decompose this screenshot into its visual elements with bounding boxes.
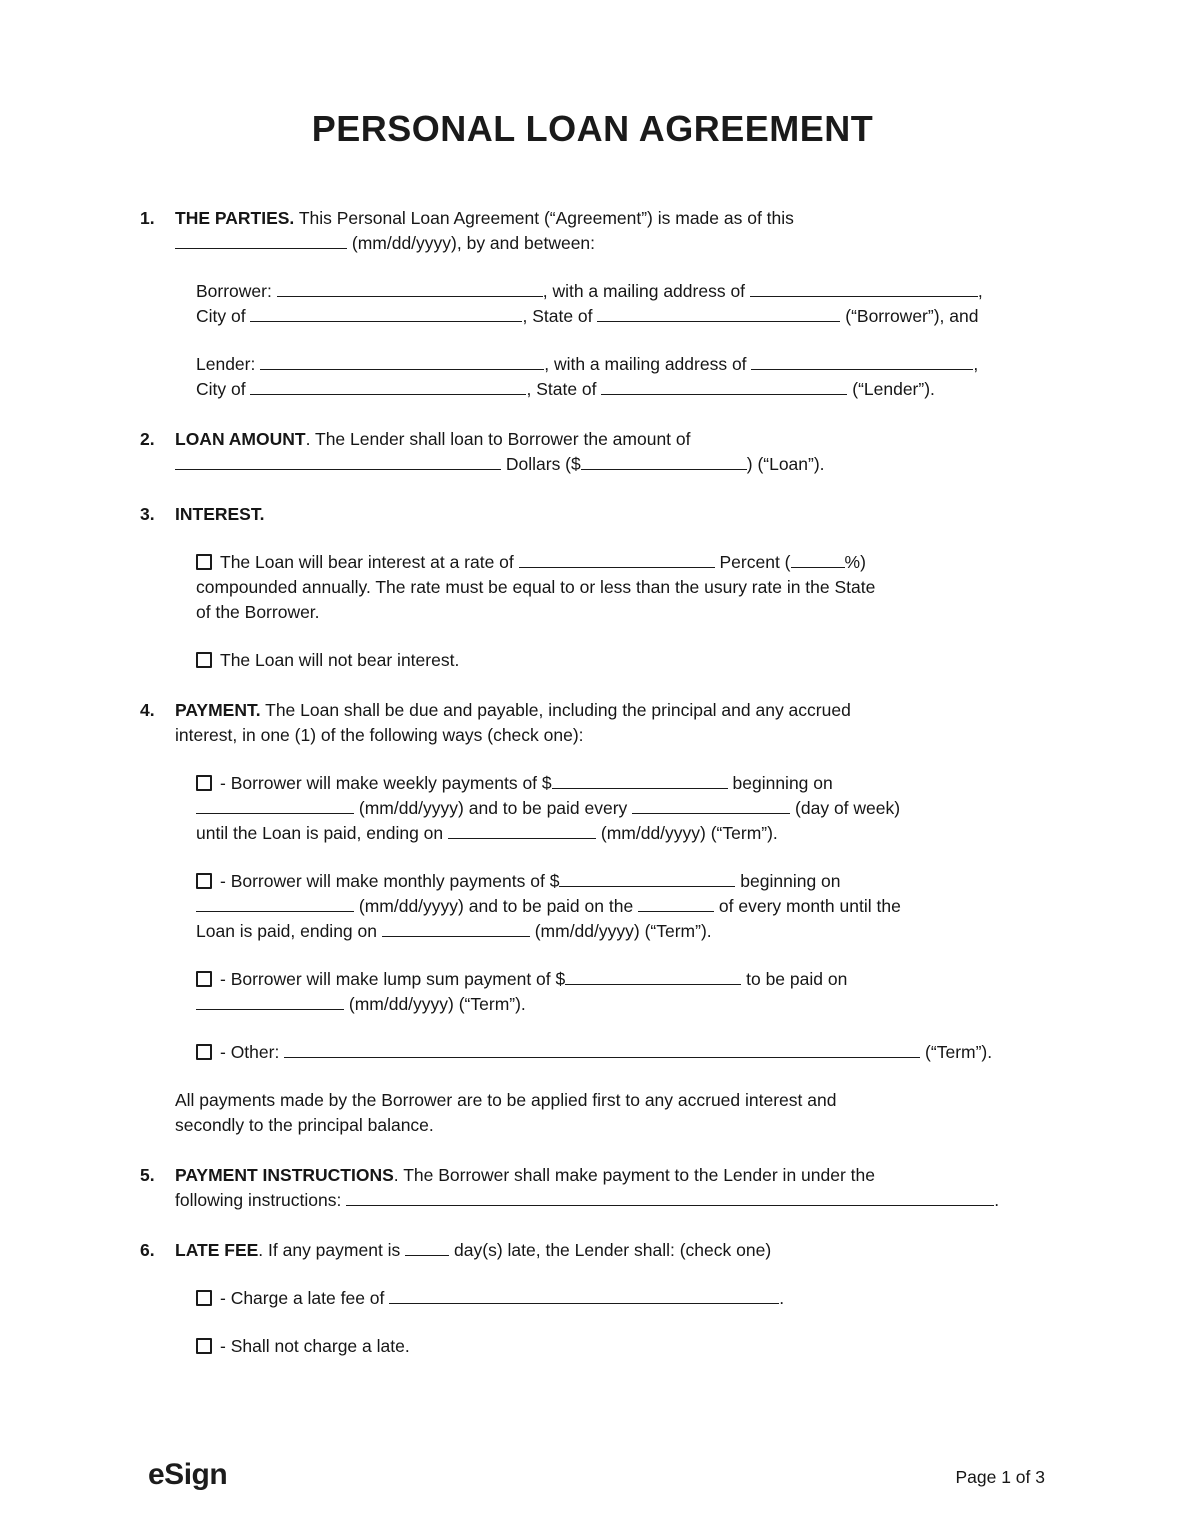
lump-sum-date-field[interactable] xyxy=(196,996,344,1010)
text-run: of every month until the xyxy=(714,896,901,916)
paragraph xyxy=(196,352,1045,402)
page-footer xyxy=(148,1458,1045,1492)
lender-state-field[interactable] xyxy=(601,381,847,395)
text-line xyxy=(196,796,1045,821)
text-run: All payments made by the Borrower are to be applied first to any accrued interest and xyxy=(175,1090,837,1110)
paragraph xyxy=(196,967,1045,1017)
monthly-amount-field[interactable] xyxy=(559,873,735,887)
section-number: 5. xyxy=(140,1165,155,1185)
text-line xyxy=(196,1334,1045,1359)
paragraph xyxy=(196,1286,1045,1311)
paragraph xyxy=(175,1238,1045,1263)
text-line xyxy=(196,279,1045,304)
section-payment xyxy=(140,698,1045,1138)
text-run: (“Lender”). xyxy=(847,379,935,399)
text-run: beginning on xyxy=(735,871,841,891)
text-run: This Personal Loan Agreement (“Agreement”) is made as of this xyxy=(294,208,794,228)
paragraph xyxy=(196,550,1045,625)
text-run: (“Term”). xyxy=(920,1042,993,1062)
text-line xyxy=(175,1188,1045,1213)
section-late-fee xyxy=(140,1238,1045,1359)
text-run: City of xyxy=(196,379,251,399)
text-run: (mm/dd/yyyy) and to be paid every xyxy=(354,798,633,818)
text-run: Borrower: xyxy=(196,281,277,301)
text-run: (mm/dd/yyyy) (“Term”). xyxy=(529,921,712,941)
text-run: , State of xyxy=(522,306,598,326)
text-line xyxy=(196,1286,1045,1311)
section-number: 2. xyxy=(140,429,155,449)
text-run: The Loan will bear interest at a rate of xyxy=(220,552,519,572)
text-run: (mm/dd/yyyy) (“Term”). xyxy=(596,823,778,843)
text-run: , State of xyxy=(526,379,602,399)
text-run: - Borrower will make lump sum payment of $ xyxy=(220,969,566,989)
text-run: , xyxy=(973,354,979,374)
paragraph xyxy=(175,1163,1045,1213)
sections-container xyxy=(140,206,1045,1359)
text-line xyxy=(196,919,1045,944)
checkbox-charge-late-fee[interactable] xyxy=(196,1290,212,1306)
paragraph xyxy=(196,771,1045,846)
section-parties xyxy=(140,206,1045,402)
text-run: to be paid on xyxy=(741,969,848,989)
paragraph xyxy=(175,427,1045,477)
text-run: - Other: xyxy=(220,1042,285,1062)
text-line xyxy=(175,452,1045,477)
text-line xyxy=(175,206,1045,231)
section-heading-text: PAYMENT. xyxy=(175,700,261,720)
weekly-amount-field[interactable] xyxy=(552,775,728,789)
section-number: 1. xyxy=(140,208,155,228)
section-number: 6. xyxy=(140,1240,155,1260)
paragraph xyxy=(175,206,1045,256)
section-body xyxy=(175,427,1045,477)
text-run: , xyxy=(977,281,983,301)
text-run: beginning on xyxy=(727,773,833,793)
text-run: Loan is paid, ending on xyxy=(196,921,382,941)
text-line xyxy=(196,771,1045,796)
text-line xyxy=(196,967,1045,992)
paragraph xyxy=(196,869,1045,944)
agreement-date-field[interactable] xyxy=(175,235,347,249)
text-line xyxy=(196,550,1045,575)
paragraph xyxy=(196,1334,1045,1359)
section-body xyxy=(175,1238,1045,1359)
text-run: of the Borrower. xyxy=(196,602,320,622)
text-run: . The Lender shall loan to Borrower the amount of xyxy=(305,429,691,449)
borrower-name-field[interactable] xyxy=(277,283,543,297)
text-run: - Borrower will make monthly payments of $ xyxy=(220,871,560,891)
section-heading-text: THE PARTIES. xyxy=(175,208,295,228)
paragraph xyxy=(196,1040,1045,1065)
interest-percent-field[interactable] xyxy=(791,554,845,568)
text-run: day(s) late, the Lender shall: (check one) xyxy=(449,1240,772,1260)
text-line xyxy=(175,502,1045,527)
text-line xyxy=(196,992,1045,1017)
text-run: - Borrower will make weekly payments of $ xyxy=(220,773,552,793)
checkbox-interest-bearing[interactable] xyxy=(196,554,212,570)
text-run: interest, in one (1) of the following ways (check one): xyxy=(175,725,584,745)
text-line xyxy=(175,427,1045,452)
text-line xyxy=(175,1088,1045,1113)
section-heading-text: PAYMENT INSTRUCTIONS xyxy=(175,1165,394,1185)
section-loan-amount xyxy=(140,427,1045,477)
lump-sum-amount-field[interactable] xyxy=(565,971,741,985)
monthly-begin-date-field[interactable] xyxy=(196,898,354,912)
text-line xyxy=(175,231,1045,256)
text-line xyxy=(175,1163,1045,1188)
esign-logo: eSign xyxy=(148,1458,228,1491)
checkbox-weekly-payments[interactable] xyxy=(196,775,212,791)
text-line xyxy=(196,648,1045,673)
text-line xyxy=(196,894,1045,919)
text-run: (mm/dd/yyyy) and to be paid on the xyxy=(354,896,639,916)
text-run: The Loan will not bear interest. xyxy=(220,650,460,670)
text-run: - Shall not charge a late. xyxy=(220,1336,410,1356)
paragraph xyxy=(175,1088,1045,1138)
paragraph xyxy=(196,279,1045,329)
borrower-address-field[interactable] xyxy=(750,283,978,297)
text-run: until the Loan is paid, ending on xyxy=(196,823,448,843)
section-heading-text: LATE FEE xyxy=(175,1240,259,1260)
section-payment-instructions xyxy=(140,1163,1045,1213)
page-number-label: Page 1 of 3 xyxy=(955,1467,1045,1487)
section-body xyxy=(175,206,1045,402)
text-line xyxy=(196,1040,1045,1065)
text-run: (day of week) xyxy=(790,798,901,818)
text-line xyxy=(175,723,1045,748)
text-run: Lender: xyxy=(196,354,261,374)
weekly-begin-date-field[interactable] xyxy=(196,800,354,814)
paragraph xyxy=(196,648,1045,673)
text-run: City of xyxy=(196,306,251,326)
section-interest xyxy=(140,502,1045,673)
late-fee-amount-field[interactable] xyxy=(389,1290,779,1304)
section-body xyxy=(175,502,1045,673)
text-line xyxy=(196,575,1045,600)
text-line xyxy=(196,352,1045,377)
checkbox-no-interest[interactable] xyxy=(196,652,212,668)
text-run: compounded annually. The rate must be equal to or less than the usury rate in the State xyxy=(196,577,876,597)
text-run: . xyxy=(779,1288,785,1308)
text-run: . The Borrower shall make payment to the Lender in under the xyxy=(393,1165,875,1185)
text-line xyxy=(175,1113,1045,1138)
checkbox-other-payment[interactable] xyxy=(196,1044,212,1060)
borrower-state-field[interactable] xyxy=(597,308,840,322)
text-line xyxy=(196,869,1045,894)
text-run: The Loan shall be due and payable, including the principal and any accrued xyxy=(260,700,851,720)
text-run: Dollars ($ xyxy=(501,454,581,474)
section-heading-text: LOAN AMOUNT xyxy=(175,429,306,449)
lender-name-field[interactable] xyxy=(260,356,544,370)
text-run: . xyxy=(994,1190,1000,1210)
lender-city-field[interactable] xyxy=(250,381,526,395)
page-title: PERSONAL LOAN AGREEMENT xyxy=(311,108,874,149)
text-run: , with a mailing address of xyxy=(544,354,752,374)
text-run: Percent ( xyxy=(714,552,791,572)
paragraph xyxy=(175,698,1045,748)
loan-amount-words-field[interactable] xyxy=(175,456,501,470)
text-run: ) (“Loan”). xyxy=(746,454,825,474)
text-run: . If any payment is xyxy=(258,1240,406,1260)
monthly-end-date-field[interactable] xyxy=(382,923,530,937)
section-heading-text: INTEREST. xyxy=(175,504,265,524)
paragraph xyxy=(175,502,1045,527)
text-line xyxy=(175,1238,1045,1263)
text-line xyxy=(196,600,1045,625)
monthly-day-field[interactable] xyxy=(638,898,714,912)
interest-rate-field[interactable] xyxy=(519,554,715,568)
section-number: 3. xyxy=(140,504,155,524)
borrower-city-field[interactable] xyxy=(250,308,522,322)
text-run: %) xyxy=(844,552,866,572)
checkbox-lump-sum[interactable] xyxy=(196,971,212,987)
text-line xyxy=(175,698,1045,723)
text-run: (mm/dd/yyyy), by and between: xyxy=(347,233,596,253)
section-body xyxy=(175,698,1045,1138)
text-run: - Charge a late fee of xyxy=(220,1288,390,1308)
text-run: (“Borrower”), and xyxy=(840,306,979,326)
checkbox-no-late-fee[interactable] xyxy=(196,1338,212,1354)
weekly-day-field[interactable] xyxy=(632,800,790,814)
lender-address-field[interactable] xyxy=(751,356,973,370)
text-run: (mm/dd/yyyy) (“Term”). xyxy=(344,994,526,1014)
loan-amount-number-field[interactable] xyxy=(581,456,747,470)
text-run: , with a mailing address of xyxy=(542,281,750,301)
text-line xyxy=(196,304,1045,329)
late-days-field[interactable] xyxy=(405,1242,449,1256)
section-body xyxy=(175,1163,1045,1213)
weekly-end-date-field[interactable] xyxy=(448,825,596,839)
other-payment-field[interactable] xyxy=(284,1044,920,1058)
section-number: 4. xyxy=(140,700,155,720)
text-run: following instructions: xyxy=(175,1190,347,1210)
checkbox-monthly-payments[interactable] xyxy=(196,873,212,889)
text-line xyxy=(196,377,1045,402)
payment-instructions-field[interactable] xyxy=(346,1192,994,1206)
text-line xyxy=(196,821,1045,846)
text-run: secondly to the principal balance. xyxy=(175,1115,434,1135)
